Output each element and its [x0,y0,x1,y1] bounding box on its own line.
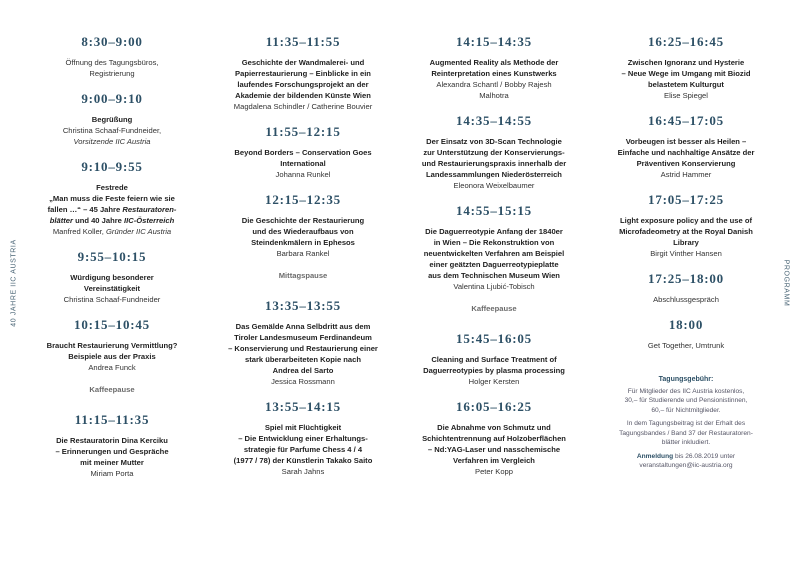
program-item [24,249,200,305]
registration-label: Anmeldung [636,452,674,460]
fee-text [598,387,774,416]
session-time: 12:15–12:35 [265,192,341,207]
program-item [598,113,774,180]
program-item [598,34,774,101]
title-part: blätter [49,216,73,225]
session-time: 14:35–14:55 [456,113,532,128]
session-title: – Nd:YAG-Laser und nasschemische [427,445,561,454]
session-title: Beyond Borders – Conservation Goes [234,148,372,157]
session-title: Der Einsatz von 3D-Scan Technologie [426,137,562,146]
session-title: einer geätzten Daguerreotypieplatte [429,260,559,269]
break-label: Kaffeepause [471,304,517,313]
session-time: 17:05–17:25 [648,192,724,207]
session-speaker: Sarah Jahns [281,467,325,476]
session-time: 17:25–18:00 [648,271,724,286]
session-speaker: Valentina Ljubić-Tobisch [453,282,535,291]
session-title: „Man muss die Feste feiern wie sie [49,194,175,203]
session-time: 11:15–11:35 [74,412,150,427]
session-title: Cleaning and Surface Treatment of [431,355,557,364]
speaker-role: Gründer IIC Austria [106,227,172,236]
program-column-2 [215,34,391,489]
session-title: stark überarbeiteten Kopie nach [244,355,362,364]
session-title: neuentwickelten Verfahren am Beispiel [423,249,565,258]
side-label-left-text: 40 JAHRE IIC AUSTRIA [10,239,18,327]
session-title: zur Unterstützung der Konservierungs- [423,148,565,157]
session-time: 14:55–15:15 [456,203,532,218]
program-item [215,34,391,112]
side-label-left [4,0,24,566]
session-title [24,204,200,215]
session-title: Präventiven Konservierung [636,159,736,168]
session-title: strategie für Parfume Chess 4 / 4 [243,445,363,454]
session-title: Landessammlungen Niederösterreich [426,170,562,179]
session-speaker: Eleonora Weixelbaumer [453,181,535,190]
session-text: Get Together, Umtrunk [647,341,725,350]
break-label: Mittagspause [278,271,328,280]
fee-line: In dem Tagungsbeitrag ist der Erhalt des [626,420,746,427]
session-title: Tiroler Landesmuseum Ferdinandeum [234,333,372,342]
session-title: Die Geschichte der Restaurierung [241,216,365,225]
session-title: und des Wiederaufbaus von [252,227,354,236]
session-title: – Konservierung und Restaurierung einer [228,344,378,353]
session-title: Zwischen Ignoranz und Hysterie [627,58,745,67]
session-time: 11:35–11:55 [265,34,341,49]
session-title: Akademie der bildenden Künste Wien [235,91,371,100]
session-title: mit meiner Mutter [80,458,144,467]
title-part: Restauratoren- [122,205,177,214]
fee-line: blätter inkludiert. [661,439,711,446]
program-column-4 [598,34,774,475]
session-speaker: Andrea Funck [88,363,136,372]
title-part: fallen …“ – 45 Jahre [47,205,123,214]
session-title: Verfahren im Vergleich [453,456,535,465]
session-title: Microfadeometry at the Royal Danish [619,227,753,236]
program-item [24,317,200,373]
program-item [215,124,391,180]
session-title: Die Restauratorin Dina Kerciku [56,436,168,445]
session-speaker: Christina Schaaf-Fundneider, [62,126,162,135]
session-speaker: Barbara Rankel [276,249,330,258]
session-title: Vorbeugen ist besser als Heilen – [625,137,747,146]
session-title: Die Daguerreotypie Anfang der 1840er [425,227,563,236]
fee-info [598,375,774,471]
program-column-3 [406,34,582,489]
side-label-right-text: PROGRAMM [782,259,790,307]
session-title: Daguerreotypies by plasma processing [423,366,565,375]
program-item [406,113,582,191]
side-label-right [776,0,796,566]
session-time: 16:25–16:45 [648,34,724,49]
program-item [215,192,391,259]
session-speaker: Birgit Vinther Hansen [650,249,722,258]
session-speaker: Christina Schaaf-Fundneider [63,295,161,304]
registration-email[interactable]: veranstaltungen@iic-austria.org [639,462,733,469]
session-time: 8:30–9:00 [81,34,143,49]
session-title: Library [673,238,699,247]
session-title: Das Gemälde Anna Selbdritt aus dem [235,322,371,331]
session-title: Papierrestaurierung – Einblicke in ein [235,69,371,78]
program-item [598,192,774,259]
session-title: Reinterpretation eines Kunstwerks [431,69,557,78]
session-title: Die Abnahme von Schmutz und [437,423,551,432]
session-title: Augmented Reality als Methode der [429,58,559,67]
session-title: aus dem Technischen Museum Wien [428,271,560,280]
session-time: 16:45–17:05 [648,113,724,128]
session-time: 13:55–14:15 [265,399,341,414]
session-speaker: Elise Spiegel [664,91,708,100]
break-label: Kaffeepause [89,385,135,394]
session-text: Abschlussgespräch [653,295,719,304]
program-item [24,159,200,237]
session-time: 9:55–10:15 [77,249,147,264]
session-time: 9:10–9:55 [81,159,143,174]
program-item [24,91,200,147]
session-speaker: Astrid Hammer [660,170,712,179]
program-item [598,317,774,351]
session-speaker: Alexandra Schantl / Bobby Rajesh [436,80,552,89]
title-part: IIC-Österreich [124,216,175,225]
session-title: Light exposure policy and the use of [619,216,753,225]
session-title: Festrede [96,183,128,192]
session-title: Einfache und nachhaltige Ansätze der [617,148,755,157]
session-title: Vereinstätigkeit [83,284,141,293]
program-column-1 [24,34,200,491]
session-title [24,215,200,226]
session-title: Begrüßung [91,115,133,124]
fee-text [598,419,774,448]
session-title: Braucht Restaurierung Vermittlung? [46,341,178,350]
title-part: und 40 Jahre [72,216,125,225]
session-title: International [280,159,326,168]
session-time: 14:15–14:35 [456,34,532,49]
fee-line: Tagungsbandes / Band 37 der Restauratoren- [619,429,753,437]
fee-line: 30,– für Studierende und Pensionistinnen, [624,397,748,404]
session-speaker: Johanna Runkel [275,170,331,179]
session-title: Andrea del Sarto [272,366,334,375]
session-speaker [24,226,200,237]
session-speaker: Holger Kersten [468,377,520,386]
registration-text [598,452,774,471]
session-speaker-role [24,136,200,147]
fee-line: Für Mitglieder des IIC Austria kostenlos, [627,387,745,395]
speaker-name: Manfred Koller, [52,227,107,236]
session-title: Steindenkmälern in Ephesos [251,238,355,247]
session-time: 18:00 [668,317,704,332]
session-title: (1977 / 78) der Künstlerin Takako Saito [233,456,373,465]
session-title: – Erinnerungen und Gespräche [55,447,169,456]
session-time: 11:55–12:15 [265,124,341,139]
program-item [406,331,582,387]
session-time: 16:05–16:25 [456,399,532,414]
session-speaker: Jessica Rossmann [271,377,335,386]
speaker-role: Vorsitzende IIC Austria [73,137,151,146]
session-title: Geschichte der Wandmalerei- und [241,58,365,67]
session-title: Würdigung besonderer [70,273,154,282]
session-title: Spiel mit Flüchtigkeit [264,423,342,432]
session-title: in Wien – Die Rekonstruktion von [433,238,555,247]
registration-deadline: bis 26.08.2019 unter [673,452,736,460]
session-time: 13:35–13:55 [265,298,341,313]
program-item [406,399,582,477]
fee-heading: Tagungsgebühr: [658,376,714,383]
session-time: 15:45–16:05 [456,331,532,346]
session-title: und Restaurierungspraxis innerhalb der [421,159,567,168]
session-speaker: Magdalena Schindler / Catherine Bouvier [233,102,373,111]
program-item [598,271,774,305]
session-speaker: Miriam Porta [90,469,134,478]
program-item [24,34,200,79]
program-item [24,412,200,479]
session-title: – Neue Wege im Umgang mit Biozid [621,69,751,78]
session-title: – Die Entwicklung einer Erhaltungs- [238,434,368,443]
program-item [406,203,582,292]
session-title: Schichtentrennung auf Holzoberflächen [422,434,566,443]
program-item [215,399,391,477]
session-speaker: Malhotra [479,91,509,100]
session-time: 10:15–10:45 [74,317,150,332]
session-time: 9:00–9:10 [81,91,143,106]
program-item [406,34,582,101]
session-title: laufendes Forschungsprojekt an der [237,80,369,89]
session-text: Registrierung [89,69,135,78]
program-item [215,298,391,387]
session-text: Öffnung des Tagungsbüros, [65,58,159,67]
session-speaker: Peter Kopp [475,467,513,476]
session-title: Beispiele aus der Praxis [68,352,156,361]
session-title: belastetem Kulturgut [648,80,724,89]
fee-line: 60,– für Nichtmitglieder. [651,406,721,414]
